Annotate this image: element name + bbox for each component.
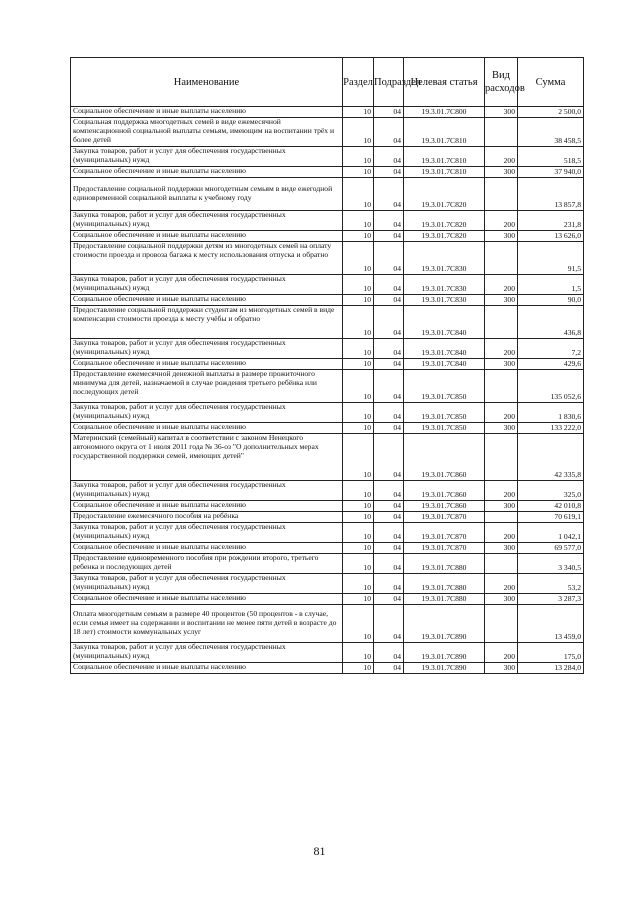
cell-target: 19.3.01.7С860: [404, 434, 485, 481]
cell-name: Закупка товаров, работ и услуг для обеспечения государственных (муниципальных) нужд: [71, 275, 343, 295]
cell-amount: 7,2: [518, 339, 584, 359]
cell-section: 10: [343, 118, 374, 147]
cell-type: 300: [485, 423, 518, 434]
cell-amount: 231,8: [518, 211, 584, 231]
table-row: [71, 512, 584, 523]
page-number: 81: [313, 844, 326, 858]
cell-name: Предоставление единовременного пособия при рождении второго, третьего ребенка и последующих детей: [71, 554, 343, 574]
cell-subsection: 04: [374, 543, 404, 554]
cell-name: Социальное обеспечение и иные выплаты населению: [71, 231, 343, 242]
cell-amount: 90,0: [518, 295, 584, 306]
cell-type: [485, 554, 518, 574]
cell-subsection: 04: [374, 107, 404, 118]
cell-section: 10: [343, 295, 374, 306]
cell-type: 300: [485, 295, 518, 306]
cell-type: 300: [485, 501, 518, 512]
cell-type: [485, 118, 518, 147]
cell-target: 19.3.01.7С850: [404, 423, 485, 434]
cell-amount: 42 335,8: [518, 434, 584, 481]
table-row: [71, 231, 584, 242]
cell-target: 19.3.01.7С820: [404, 211, 485, 231]
table-row: [71, 574, 584, 594]
cell-subsection: 04: [374, 211, 404, 231]
table-row: [71, 643, 584, 663]
cell-name: Закупка товаров, работ и услуг для обеспечения государственных (муниципальных) нужд: [71, 403, 343, 423]
table-row: [71, 359, 584, 370]
cell-amount: 13 626,0: [518, 231, 584, 242]
cell-amount: 42 010,8: [518, 501, 584, 512]
cell-section: 10: [343, 605, 374, 643]
cell-name: Оплата многодетным семьям в размере 40 процентов (50 процентов - в случае, если семья имеет на содержании и воспитании не менее пяти детей в возрасте до 18 лет) стоимости коммунальных услуг: [71, 605, 343, 643]
table-row: [71, 501, 584, 512]
cell-name: Социальное обеспечение и иные выплаты населению: [71, 359, 343, 370]
cell-name: Предоставление социальной поддержки детям из многодетных семей на оплату стоимости проезда и провоза багажа к месту использования отпуска и обратно: [71, 242, 343, 275]
cell-subsection: 04: [374, 147, 404, 167]
cell-section: 10: [343, 543, 374, 554]
header-target: Целевая статья: [404, 58, 485, 107]
cell-type: 300: [485, 107, 518, 118]
cell-amount: 13 459,0: [518, 605, 584, 643]
cell-section: 10: [343, 231, 374, 242]
cell-target: 19.3.01.7С870: [404, 512, 485, 523]
table-row: [71, 107, 584, 118]
cell-name: Предоставление ежемесячной денежной выплаты в размере прожиточного минимума для детей, назначаемой в случае рождения третьего ребёнка или последующих детей: [71, 370, 343, 403]
cell-section: 10: [343, 242, 374, 275]
cell-name: Социальное обеспечение и иные выплаты населению: [71, 663, 343, 674]
table-row: [71, 167, 584, 178]
cell-target: 19.3.01.7С860: [404, 481, 485, 501]
cell-amount: 135 052,6: [518, 370, 584, 403]
table-row: [71, 543, 584, 554]
cell-amount: 133 222,0: [518, 423, 584, 434]
cell-target: 19.3.01.7С820: [404, 231, 485, 242]
header-amount: Сумма: [518, 58, 584, 107]
cell-name: Закупка товаров, работ и услуг для обеспечения государственных (муниципальных) нужд: [71, 574, 343, 594]
cell-target: 19.3.01.7С880: [404, 554, 485, 574]
cell-amount: 2 500,0: [518, 107, 584, 118]
cell-type: 300: [485, 359, 518, 370]
cell-section: 10: [343, 147, 374, 167]
cell-section: 10: [343, 594, 374, 605]
cell-section: 10: [343, 512, 374, 523]
cell-target: 19.3.01.7С890: [404, 663, 485, 674]
cell-name: Закупка товаров, работ и услуг для обеспечения государственных (муниципальных) нужд: [71, 147, 343, 167]
table-row: [71, 663, 584, 674]
cell-section: 10: [343, 275, 374, 295]
cell-amount: 13 284,0: [518, 663, 584, 674]
cell-type: 200: [485, 147, 518, 167]
cell-section: 10: [343, 423, 374, 434]
cell-name: Социальная поддержка многодетных семей в виде ежемесячной компенсационной социальной выплаты семьям, имеющим на воспитании трёх и более детей: [71, 118, 343, 147]
cell-section: 10: [343, 663, 374, 674]
cell-type: 200: [485, 523, 518, 543]
cell-type: 300: [485, 543, 518, 554]
cell-section: 10: [343, 481, 374, 501]
cell-amount: 1,5: [518, 275, 584, 295]
cell-section: 10: [343, 107, 374, 118]
table-row: [71, 403, 584, 423]
cell-subsection: 04: [374, 523, 404, 543]
table-row: [71, 370, 584, 403]
cell-section: 10: [343, 211, 374, 231]
cell-subsection: 04: [374, 663, 404, 674]
cell-target: 19.3.01.7С870: [404, 543, 485, 554]
cell-subsection: 04: [374, 295, 404, 306]
cell-subsection: 04: [374, 643, 404, 663]
cell-subsection: 04: [374, 242, 404, 275]
cell-target: 19.3.01.7С860: [404, 501, 485, 512]
table-row: [71, 554, 584, 574]
cell-amount: 91,5: [518, 242, 584, 275]
cell-subsection: 04: [374, 339, 404, 359]
cell-subsection: 04: [374, 423, 404, 434]
cell-subsection: 04: [374, 574, 404, 594]
cell-target: 19.3.01.7С870: [404, 523, 485, 543]
table-row: [71, 594, 584, 605]
table-row: [71, 118, 584, 147]
header-subsection: Подраздел: [374, 58, 404, 107]
cell-amount: 53,2: [518, 574, 584, 594]
cell-section: 10: [343, 370, 374, 403]
cell-target: 19.3.01.7С840: [404, 339, 485, 359]
cell-section: 10: [343, 178, 374, 211]
cell-subsection: 04: [374, 434, 404, 481]
table-row: [71, 339, 584, 359]
cell-name: Социальное обеспечение и иные выплаты населению: [71, 543, 343, 554]
cell-name: Закупка товаров, работ и услуг для обеспечения государственных (муниципальных) нужд: [71, 481, 343, 501]
cell-section: 10: [343, 574, 374, 594]
table-row: [71, 147, 584, 167]
table-row: [71, 605, 584, 643]
cell-target: 19.3.01.7С890: [404, 643, 485, 663]
cell-section: 10: [343, 523, 374, 543]
cell-amount: 69 577,0: [518, 543, 584, 554]
cell-section: 10: [343, 403, 374, 423]
cell-name: Закупка товаров, работ и услуг для обеспечения государственных (муниципальных) нужд: [71, 339, 343, 359]
cell-type: 200: [485, 403, 518, 423]
budget-table: [70, 57, 584, 674]
cell-type: 300: [485, 594, 518, 605]
cell-name: Социальное обеспечение и иные выплаты населению: [71, 501, 343, 512]
table-row: [71, 295, 584, 306]
cell-type: [485, 242, 518, 275]
cell-amount: 518,5: [518, 147, 584, 167]
cell-subsection: 04: [374, 512, 404, 523]
cell-type: 200: [485, 481, 518, 501]
cell-type: 200: [485, 275, 518, 295]
cell-type: 200: [485, 643, 518, 663]
cell-target: 19.3.01.7С830: [404, 295, 485, 306]
cell-target: 19.3.01.7С880: [404, 594, 485, 605]
cell-section: 10: [343, 554, 374, 574]
cell-target: 19.3.01.7С830: [404, 242, 485, 275]
cell-name: Социальное обеспечение и иные выплаты населению: [71, 107, 343, 118]
cell-subsection: 04: [374, 403, 404, 423]
cell-name: Закупка товаров, работ и услуг для обеспечения государственных (муниципальных) нужд: [71, 643, 343, 663]
cell-type: [485, 605, 518, 643]
cell-target: 19.3.01.7С810: [404, 147, 485, 167]
cell-type: [485, 512, 518, 523]
table-row: [71, 423, 584, 434]
cell-section: 10: [343, 643, 374, 663]
cell-name: Социальное обеспечение и иные выплаты населению: [71, 295, 343, 306]
cell-type: 300: [485, 231, 518, 242]
cell-section: 10: [343, 359, 374, 370]
cell-amount: 37 940,0: [518, 167, 584, 178]
cell-type: 300: [485, 167, 518, 178]
cell-name: Предоставление социальной поддержки многодетным семьям в виде ежегодной единовременной социальной выплаты к учебному году: [71, 178, 343, 211]
cell-type: [485, 178, 518, 211]
cell-name: Закупка товаров, работ и услуг для обеспечения государственных (муниципальных) нужд: [71, 211, 343, 231]
cell-type: [485, 306, 518, 339]
cell-subsection: 04: [374, 501, 404, 512]
cell-target: 19.3.01.7С840: [404, 359, 485, 370]
cell-subsection: 04: [374, 370, 404, 403]
cell-target: 19.3.01.7С830: [404, 275, 485, 295]
cell-target: 19.3.01.7С810: [404, 167, 485, 178]
cell-type: [485, 370, 518, 403]
cell-amount: 429,6: [518, 359, 584, 370]
cell-name: Социальное обеспечение и иные выплаты населению: [71, 594, 343, 605]
cell-name: Закупка товаров, работ и услуг для обеспечения государственных (муниципальных) нужд: [71, 523, 343, 543]
cell-subsection: 04: [374, 481, 404, 501]
cell-subsection: 04: [374, 554, 404, 574]
cell-section: 10: [343, 306, 374, 339]
cell-subsection: 04: [374, 359, 404, 370]
cell-target: 19.3.01.7С850: [404, 370, 485, 403]
cell-name: Социальное обеспечение и иные выплаты населению: [71, 167, 343, 178]
cell-amount: 38 458,5: [518, 118, 584, 147]
cell-subsection: 04: [374, 118, 404, 147]
cell-amount: 1 042,1: [518, 523, 584, 543]
table-row: [71, 523, 584, 543]
cell-type: 200: [485, 211, 518, 231]
table-row: [71, 178, 584, 211]
cell-amount: 175,0: [518, 643, 584, 663]
cell-subsection: 04: [374, 167, 404, 178]
cell-section: 10: [343, 501, 374, 512]
cell-amount: 325,0: [518, 481, 584, 501]
header-section: Раздел: [343, 58, 374, 107]
cell-subsection: 04: [374, 594, 404, 605]
cell-type: [485, 434, 518, 481]
table-row: [71, 434, 584, 481]
cell-section: 10: [343, 434, 374, 481]
cell-target: 19.3.01.7С880: [404, 574, 485, 594]
cell-name: Социальное обеспечение и иные выплаты населению: [71, 423, 343, 434]
cell-section: 10: [343, 339, 374, 359]
table-row: [71, 306, 584, 339]
cell-name: Материнский (семейный) капитал в соответствии с законом Ненецкого автономного округа от 1 июля 2011 года № 36-оз "О дополнительных мерах государственной поддержки семей, имеющих детей": [71, 434, 343, 481]
cell-amount: 13 857,8: [518, 178, 584, 211]
cell-amount: 436,8: [518, 306, 584, 339]
cell-target: 19.3.01.7С840: [404, 306, 485, 339]
table-row: [71, 275, 584, 295]
cell-subsection: 04: [374, 275, 404, 295]
header-name: Наименование: [71, 58, 343, 107]
table-row: [71, 211, 584, 231]
cell-name: Предоставление социальной поддержки студентам из многодетных семей в виде компенсации стоимости проезда к месту учёбы и обратно: [71, 306, 343, 339]
cell-type: 200: [485, 574, 518, 594]
cell-section: 10: [343, 167, 374, 178]
table-header-row: [71, 58, 584, 107]
table-row: [71, 242, 584, 275]
cell-subsection: 04: [374, 178, 404, 211]
cell-amount: 1 830,6: [518, 403, 584, 423]
cell-subsection: 04: [374, 306, 404, 339]
cell-target: 19.3.01.7С810: [404, 118, 485, 147]
cell-type: 200: [485, 339, 518, 359]
cell-name: Предоставление ежемесячного пособия на ребёнка: [71, 512, 343, 523]
cell-subsection: 04: [374, 605, 404, 643]
cell-amount: 3 340,5: [518, 554, 584, 574]
cell-target: 19.3.01.7С800: [404, 107, 485, 118]
cell-type: 300: [485, 663, 518, 674]
table-row: [71, 481, 584, 501]
cell-amount: 70 619,1: [518, 512, 584, 523]
cell-target: 19.3.01.7С820: [404, 178, 485, 211]
cell-amount: 3 287,3: [518, 594, 584, 605]
cell-subsection: 04: [374, 231, 404, 242]
cell-target: 19.3.01.7С890: [404, 605, 485, 643]
header-expense-type: Вид расходов: [485, 58, 518, 107]
cell-target: 19.3.01.7С850: [404, 403, 485, 423]
